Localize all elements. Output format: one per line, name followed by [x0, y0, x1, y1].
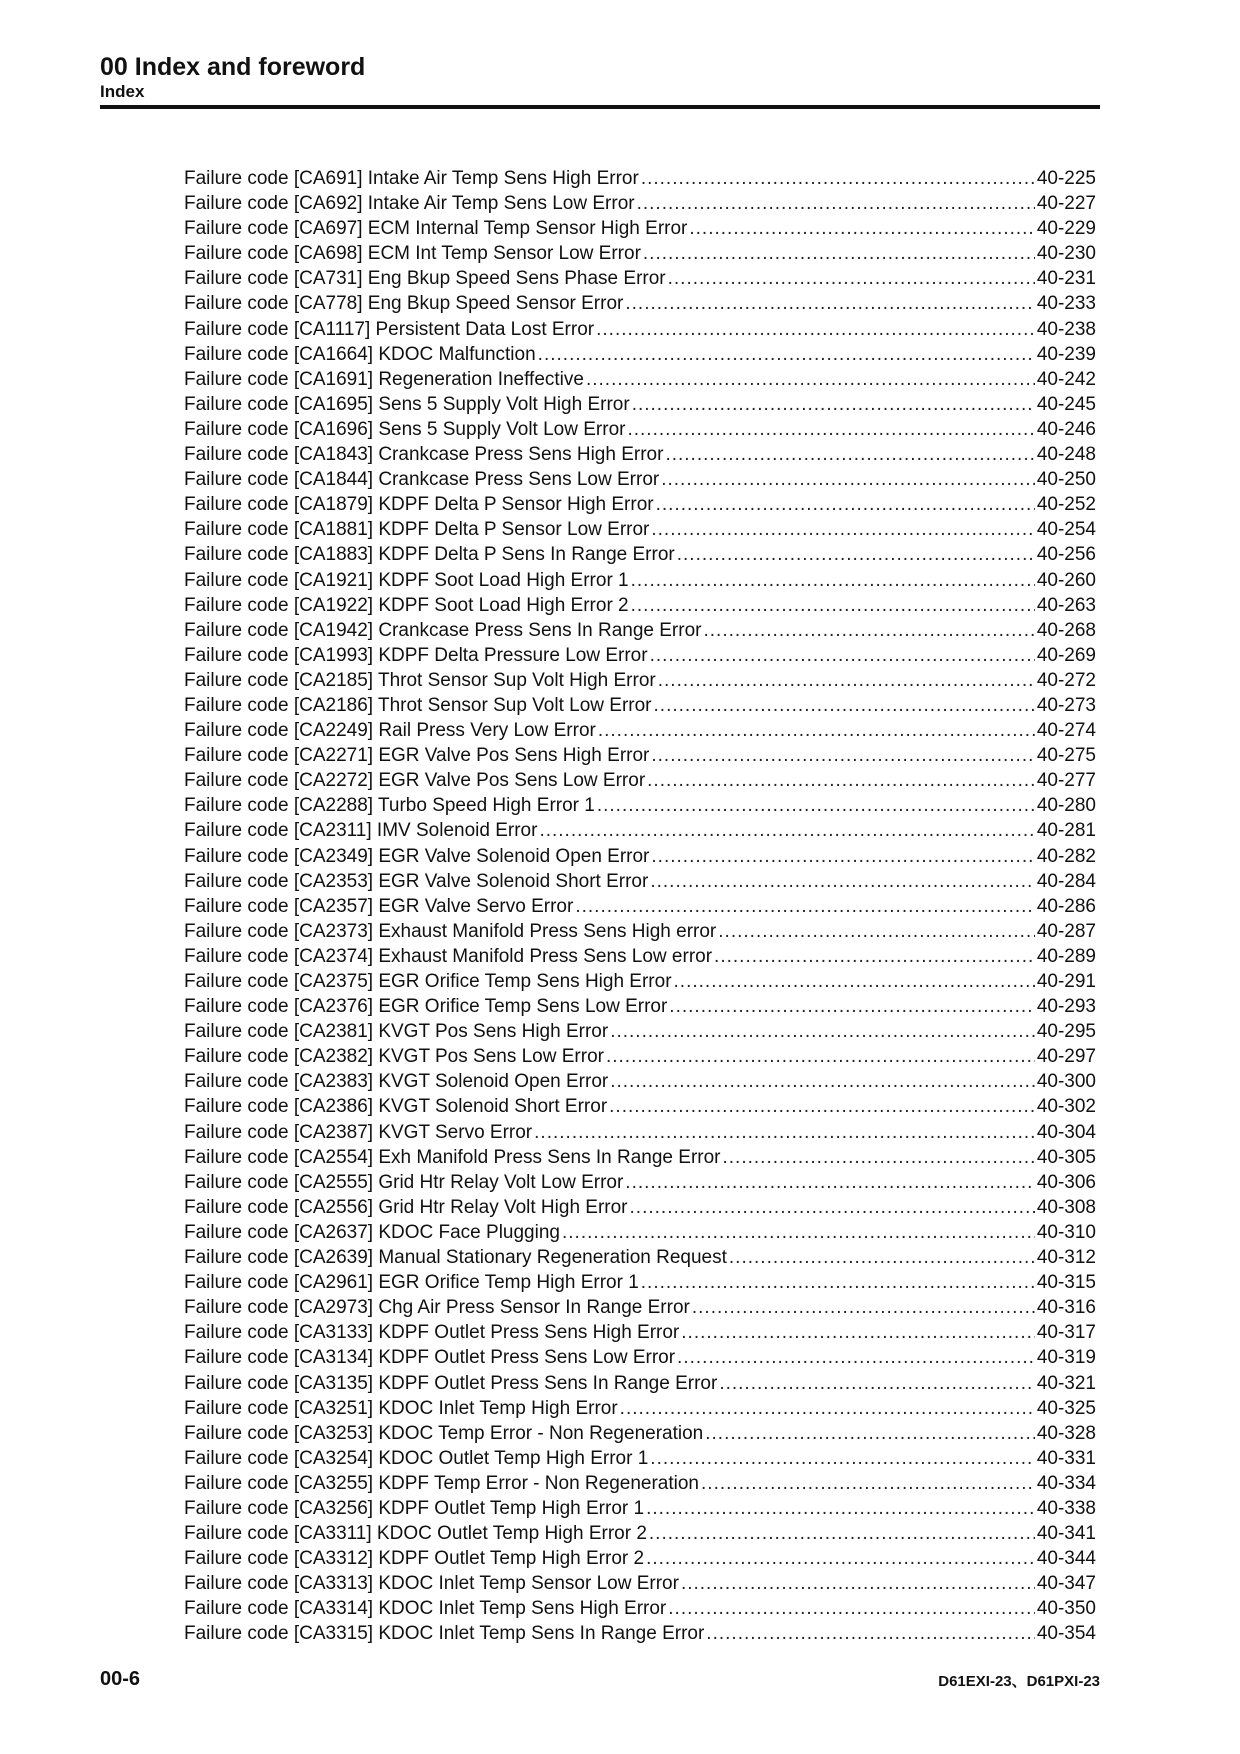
dot-leader: [677, 1345, 1035, 1370]
dot-leader: [562, 1220, 1035, 1245]
index-entry[interactable]: [184, 818, 1096, 843]
index-entry-title: Failure code [CA2961] EGR Orifice Temp High Error 1: [184, 1272, 639, 1294]
dot-leader: [661, 467, 1035, 492]
index-entry[interactable]: [184, 768, 1096, 793]
index-entry[interactable]: [184, 894, 1096, 919]
dot-leader: [665, 442, 1034, 467]
index-entry[interactable]: [184, 166, 1096, 191]
dot-leader: [641, 166, 1035, 191]
dot-leader: [637, 191, 1035, 216]
index-entry-page: 40-273: [1036, 694, 1096, 716]
index-entry[interactable]: [184, 1421, 1096, 1446]
index-entry[interactable]: [184, 342, 1096, 367]
dot-leader: [692, 1295, 1035, 1320]
index-entry-title: Failure code [CA2349] EGR Valve Solenoid Open Error: [184, 845, 650, 867]
dot-leader: [625, 1170, 1035, 1195]
index-entry-title: Failure code [CA2353] EGR Valve Solenoid Short Error: [184, 870, 649, 892]
dot-leader: [625, 291, 1034, 316]
index-entry-page: 40-245: [1036, 393, 1096, 415]
dot-leader: [677, 542, 1035, 567]
index-entry[interactable]: [184, 542, 1096, 567]
index-entry[interactable]: [184, 1120, 1096, 1145]
dot-leader: [656, 492, 1035, 517]
index-entry[interactable]: [184, 492, 1096, 517]
index-entry-page: 40-252: [1036, 494, 1096, 516]
model-name: D61EXI-23、D61PXI-23: [938, 1673, 1100, 1690]
dot-leader: [669, 994, 1035, 1019]
dot-leader: [651, 844, 1034, 869]
index-entry[interactable]: [184, 1521, 1096, 1546]
index-entry[interactable]: [184, 291, 1096, 316]
dot-leader: [714, 944, 1035, 969]
dot-leader: [610, 1019, 1035, 1044]
index-entry-title: Failure code [CA3315] KDOC Inlet Temp Sens In Range Error: [184, 1623, 705, 1645]
index-entry-title: Failure code [CA2311] IMV Solenoid Error: [184, 820, 538, 842]
dot-leader: [586, 367, 1035, 392]
index-entry-page: 40-229: [1036, 218, 1096, 240]
index-entry-page: 40-319: [1036, 1347, 1096, 1369]
dot-leader: [701, 1471, 1035, 1496]
index-entry-title: Failure code [CA3135] KDPF Outlet Press Sens In Range Error: [184, 1372, 718, 1394]
index-entry-title: Failure code [CA1844] Crankcase Press Sens Low Error: [184, 469, 660, 491]
index-entry-title: Failure code [CA1695] Sens 5 Supply Volt High Error: [184, 393, 630, 415]
index-entry-page: 40-316: [1036, 1297, 1096, 1319]
dot-leader: [706, 1621, 1035, 1646]
index-entry-title: Failure code [CA1664] KDOC Malfunction: [184, 343, 536, 365]
index-entry-title: Failure code [CA2249] Rail Press Very Low Error: [184, 720, 596, 742]
index-entry-title: Failure code [CA1942] Crankcase Press Sens In Range Error: [184, 619, 702, 641]
index-entry[interactable]: [184, 1019, 1096, 1044]
index-entry[interactable]: [184, 1621, 1096, 1646]
page-header: [100, 52, 1100, 102]
index-entry-title: Failure code [CA3256] KDPF Outlet Temp High Error 1: [184, 1497, 645, 1519]
index-entry-page: 40-263: [1036, 594, 1096, 616]
index-entry-title: Failure code [CA3254] KDOC Outlet Temp High Error 1: [184, 1447, 649, 1469]
dot-leader: [609, 1094, 1035, 1119]
index-entry-title: Failure code [CA2186] Throt Sensor Sup Volt Low Error: [184, 694, 652, 716]
index-entry-page: 40-260: [1036, 569, 1096, 591]
index-entry-page: 40-275: [1036, 745, 1096, 767]
dot-leader: [647, 768, 1035, 793]
index-entry-page: 40-304: [1036, 1121, 1096, 1143]
index-entry-page: 40-295: [1036, 1021, 1096, 1043]
index-entry-page: 40-238: [1036, 318, 1096, 340]
index-entry-title: Failure code [CA2382] KVGT Pos Sens Low Error: [184, 1046, 604, 1068]
index-entry[interactable]: [184, 793, 1096, 818]
index-entry-title: Failure code [CA2185] Throt Sensor Sup Volt High Error: [184, 669, 656, 691]
dot-leader: [630, 1195, 1035, 1220]
index-entry-title: Failure code [CA2288] Turbo Speed High Error 1: [184, 795, 595, 817]
index-entry-page: 40-254: [1036, 519, 1096, 541]
index-entry-title: Failure code [CA3311] KDOC Outlet Temp High Error 2: [184, 1523, 647, 1545]
index-entry-page: 40-305: [1036, 1146, 1096, 1168]
dot-leader: [646, 1546, 1035, 1571]
index-entry-title: Failure code [CA778] Eng Bkup Speed Sensor Error: [184, 293, 624, 315]
page-number: 00-6: [100, 1668, 141, 1690]
index-entry-title: Failure code [CA3313] KDOC Inlet Temp Sensor Low Error: [184, 1573, 679, 1595]
dot-leader: [650, 643, 1035, 668]
index-entry-title: Failure code [CA2555] Grid Htr Relay Volt Low Error: [184, 1171, 624, 1193]
index-entry[interactable]: [184, 417, 1096, 442]
index-entry[interactable]: [184, 693, 1096, 718]
index-entry-page: 40-293: [1036, 996, 1096, 1018]
index-entry-page: 40-282: [1036, 845, 1096, 867]
index-entry[interactable]: [184, 1270, 1096, 1295]
dot-leader: [651, 743, 1034, 768]
index-entry[interactable]: [184, 392, 1096, 417]
index-entry-page: 40-334: [1036, 1472, 1096, 1494]
index-entry-title: Failure code [CA2554] Exh Manifold Press Sens In Range Error: [184, 1146, 721, 1168]
index-entry-page: 40-227: [1036, 193, 1096, 215]
index-entry[interactable]: [184, 618, 1096, 643]
index-entry[interactable]: [184, 643, 1096, 668]
index-entry[interactable]: [184, 191, 1096, 216]
index-entry-page: 40-317: [1036, 1322, 1096, 1344]
index-entry-page: 40-277: [1036, 770, 1096, 792]
index-entry-title: Failure code [CA2271] EGR Valve Pos Sens High Error: [184, 745, 650, 767]
index-entry[interactable]: [184, 743, 1096, 768]
index-entry[interactable]: [184, 969, 1096, 994]
index-entry[interactable]: [184, 1044, 1096, 1069]
index-entry[interactable]: [184, 1245, 1096, 1270]
index-entry-title: Failure code [CA2637] KDOC Face Plugging: [184, 1221, 560, 1243]
index-entry-title: Failure code [CA1117] Persistent Data Lost Error: [184, 318, 595, 340]
index-entry[interactable]: [184, 1145, 1096, 1170]
index-entry-page: 40-286: [1036, 895, 1096, 917]
index-entry-page: 40-250: [1036, 469, 1096, 491]
dot-leader: [620, 1396, 1035, 1421]
dot-leader: [689, 216, 1034, 241]
index-entry-page: 40-347: [1036, 1573, 1096, 1595]
index-entry-title: Failure code [CA1921] KDPF Soot Load High Error 1: [184, 569, 629, 591]
index-entry-title: Failure code [CA698] ECM Int Temp Sensor Low Error: [184, 243, 641, 265]
index-entry[interactable]: [184, 994, 1096, 1019]
dot-leader: [596, 317, 1035, 342]
index-entry-title: Failure code [CA1993] KDPF Delta Pressure Low Error: [184, 644, 648, 666]
dot-leader: [681, 1571, 1035, 1596]
index-entry-title: Failure code [CA2272] EGR Valve Pos Sens Low Error: [184, 770, 646, 792]
index-entry[interactable]: [184, 944, 1096, 969]
index-entry-title: Failure code [CA2556] Grid Htr Relay Volt High Error: [184, 1196, 628, 1218]
index-entry-title: Failure code [CA3255] KDPF Temp Error - Non Regeneration: [184, 1472, 700, 1494]
dot-leader: [703, 618, 1034, 643]
dot-leader: [668, 1596, 1035, 1621]
page-title: 00 Index and foreword: [100, 53, 366, 81]
index-entry[interactable]: [184, 869, 1096, 894]
index-entry-page: 40-331: [1036, 1447, 1096, 1469]
index-entry-page: 40-350: [1036, 1598, 1096, 1620]
page-subtitle: Index: [100, 82, 145, 101]
index-entry-page: 40-338: [1036, 1497, 1096, 1519]
index-entry[interactable]: [184, 568, 1096, 593]
index-entry-title: Failure code [CA1922] KDPF Soot Load High Error 2: [184, 594, 629, 616]
index-entry[interactable]: [184, 517, 1096, 542]
dot-leader: [627, 417, 1034, 442]
index-entry-page: 40-272: [1036, 669, 1096, 691]
index-entry[interactable]: [184, 1220, 1096, 1245]
index-entry[interactable]: [184, 593, 1096, 618]
index-entry-page: 40-310: [1036, 1221, 1096, 1243]
index-entry[interactable]: [184, 1571, 1096, 1596]
index-entry[interactable]: [184, 1345, 1096, 1370]
dot-leader: [674, 969, 1035, 994]
index-entry-page: 40-230: [1036, 243, 1096, 265]
index-entry[interactable]: [184, 1396, 1096, 1421]
index-entry[interactable]: [184, 367, 1096, 392]
index-entry-page: 40-291: [1036, 971, 1096, 992]
dot-leader: [668, 266, 1035, 291]
dot-leader: [610, 1069, 1035, 1094]
index-entry-page: 40-281: [1036, 820, 1096, 842]
index-entry-title: Failure code [CA3314] KDOC Inlet Temp Sens High Error: [184, 1598, 667, 1620]
index-entry-page: 40-300: [1036, 1071, 1096, 1093]
dot-leader: [641, 1270, 1035, 1295]
index-entry-title: Failure code [CA1883] KDPF Delta P Sens In Range Error: [184, 544, 675, 566]
dot-leader: [631, 568, 1035, 593]
index-entry[interactable]: [184, 668, 1096, 693]
index-entry[interactable]: [184, 317, 1096, 342]
index-entry[interactable]: [184, 467, 1096, 492]
index-entry[interactable]: [184, 1295, 1096, 1320]
index-entry-title: Failure code [CA2376] EGR Orifice Temp Sens Low Error: [184, 996, 668, 1018]
dot-leader: [632, 392, 1035, 417]
index-entry-page: 40-306: [1036, 1171, 1096, 1193]
index-entry-title: Failure code [CA2357] EGR Valve Servo Error: [184, 895, 574, 917]
index-entry-page: 40-225: [1036, 168, 1096, 189]
dot-leader: [649, 1521, 1035, 1546]
index-entry[interactable]: [184, 1496, 1096, 1521]
index-entry-title: Failure code [CA3133] KDPF Outlet Press Sens High Error: [184, 1322, 680, 1344]
index-entry[interactable]: [184, 1195, 1096, 1220]
index-entry[interactable]: [184, 919, 1096, 944]
index-entry-page: 40-315: [1036, 1272, 1096, 1294]
index-entry-page: 40-341: [1036, 1523, 1096, 1545]
index-entry-page: 40-280: [1036, 795, 1096, 817]
dot-leader: [575, 894, 1035, 919]
index-entry-title: Failure code [CA1696] Sens 5 Supply Volt Low Error: [184, 418, 626, 440]
dot-leader: [643, 241, 1035, 266]
index-entry[interactable]: [184, 1546, 1096, 1571]
index-entry-title: Failure code [CA2386] KVGT Solenoid Short Error: [184, 1096, 608, 1118]
index-entry[interactable]: [184, 1094, 1096, 1119]
index-entry-title: Failure code [CA3253] KDOC Temp Error - Non Regeneration: [184, 1422, 704, 1444]
index-entry[interactable]: [184, 216, 1096, 241]
index-entry-page: 40-325: [1036, 1397, 1096, 1419]
index-entry-page: 40-289: [1036, 945, 1096, 967]
index-entry[interactable]: [184, 1596, 1096, 1621]
index-entry-title: Failure code [CA2387] KVGT Servo Error: [184, 1121, 533, 1143]
index-entry-title: Failure code [CA2373] Exhaust Manifold Press Sens High error: [184, 920, 717, 942]
index-entry[interactable]: [184, 266, 1096, 291]
index-entry-title: Failure code [CA692] Intake Air Temp Sens Low Error: [184, 193, 635, 215]
dot-leader: [718, 919, 1035, 944]
dot-leader: [646, 1496, 1035, 1521]
dot-leader: [598, 718, 1035, 743]
index-entry-page: 40-269: [1036, 644, 1096, 666]
index-entry[interactable]: [184, 1446, 1096, 1471]
dot-leader: [606, 1044, 1035, 1069]
index-entry-title: Failure code [CA1879] KDPF Delta P Sensor High Error: [184, 494, 654, 516]
dot-leader: [538, 342, 1035, 367]
index-entry-page: 40-231: [1036, 268, 1096, 290]
dot-leader: [650, 869, 1035, 894]
index-entry-title: Failure code [CA697] ECM Internal Temp Sensor High Error: [184, 218, 688, 240]
index-entry-title: Failure code [CA2375] EGR Orifice Temp Sens High Error: [184, 971, 672, 992]
index-entry[interactable]: [184, 241, 1096, 266]
index-entry-title: Failure code [CA2374] Exhaust Manifold Press Sens Low error: [184, 945, 713, 967]
dot-leader: [705, 1421, 1035, 1446]
index-entry-title: Failure code [CA2381] KVGT Pos Sens High Error: [184, 1021, 609, 1043]
index-entry-page: 40-344: [1036, 1548, 1096, 1570]
dot-leader: [729, 1245, 1035, 1270]
dot-leader: [597, 793, 1035, 818]
index-entry[interactable]: [184, 1170, 1096, 1195]
index-entry-page: 40-284: [1036, 870, 1096, 892]
index-entry-page: 40-246: [1036, 418, 1096, 440]
index-list: [184, 166, 1096, 1647]
index-entry-page: 40-354: [1036, 1623, 1096, 1645]
index-entry-page: 40-297: [1036, 1046, 1096, 1068]
index-entry-title: Failure code [CA2383] KVGT Solenoid Open Error: [184, 1071, 609, 1093]
index-entry-page: 40-328: [1036, 1422, 1096, 1444]
index-entry-page: 40-302: [1036, 1096, 1096, 1118]
index-entry-title: Failure code [CA1881] KDPF Delta P Sensor Low Error: [184, 519, 650, 541]
dot-leader: [723, 1145, 1035, 1170]
dot-leader: [539, 818, 1034, 843]
index-entry[interactable]: [184, 1069, 1096, 1094]
index-entry-page: 40-248: [1036, 444, 1096, 466]
dot-leader: [654, 693, 1035, 718]
index-entry-title: Failure code [CA691] Intake Air Temp Sens High Error: [184, 168, 639, 189]
index-entry[interactable]: [184, 1471, 1096, 1496]
index-entry-page: 40-321: [1036, 1372, 1096, 1394]
dot-leader: [651, 517, 1034, 542]
dot-leader: [681, 1320, 1035, 1345]
index-entry[interactable]: [184, 844, 1096, 869]
index-entry-title: Failure code [CA2639] Manual Stationary Regeneration Request: [184, 1247, 727, 1269]
dot-leader: [658, 668, 1035, 693]
index-entry[interactable]: [184, 442, 1096, 467]
index-entry-page: 40-287: [1036, 920, 1096, 942]
dot-leader: [650, 1446, 1035, 1471]
index-entry[interactable]: [184, 1371, 1096, 1396]
dot-leader: [719, 1371, 1035, 1396]
index-entry-page: 40-233: [1036, 293, 1096, 315]
index-entry-title: Failure code [CA731] Eng Bkup Speed Sens Phase Error: [184, 268, 666, 290]
dot-leader: [631, 593, 1035, 618]
index-entry-title: Failure code [CA3312] KDPF Outlet Temp High Error 2: [184, 1548, 645, 1570]
index-entry-page: 40-308: [1036, 1196, 1096, 1218]
index-entry-page: 40-239: [1036, 343, 1096, 365]
index-entry-title: Failure code [CA1843] Crankcase Press Sens High Error: [184, 444, 664, 466]
index-entry[interactable]: [184, 718, 1096, 743]
dot-leader: [534, 1120, 1035, 1145]
index-entry-title: Failure code [CA2973] Chg Air Press Sensor In Range Error: [184, 1297, 690, 1319]
index-entry-page: 40-312: [1036, 1247, 1096, 1269]
index-entry-page: 40-242: [1036, 368, 1096, 390]
index-entry-title: Failure code [CA1691] Regeneration Ineffective: [184, 368, 584, 390]
index-entry-title: Failure code [CA3134] KDPF Outlet Press Sens Low Error: [184, 1347, 676, 1369]
index-entry[interactable]: [184, 1320, 1096, 1345]
index-entry-page: 40-256: [1036, 544, 1096, 566]
index-entry-title: Failure code [CA3251] KDOC Inlet Temp High Error: [184, 1397, 618, 1419]
index-entry-page: 40-268: [1036, 619, 1096, 641]
header-divider: [100, 105, 1100, 109]
index-entry-page: 40-274: [1036, 720, 1096, 742]
